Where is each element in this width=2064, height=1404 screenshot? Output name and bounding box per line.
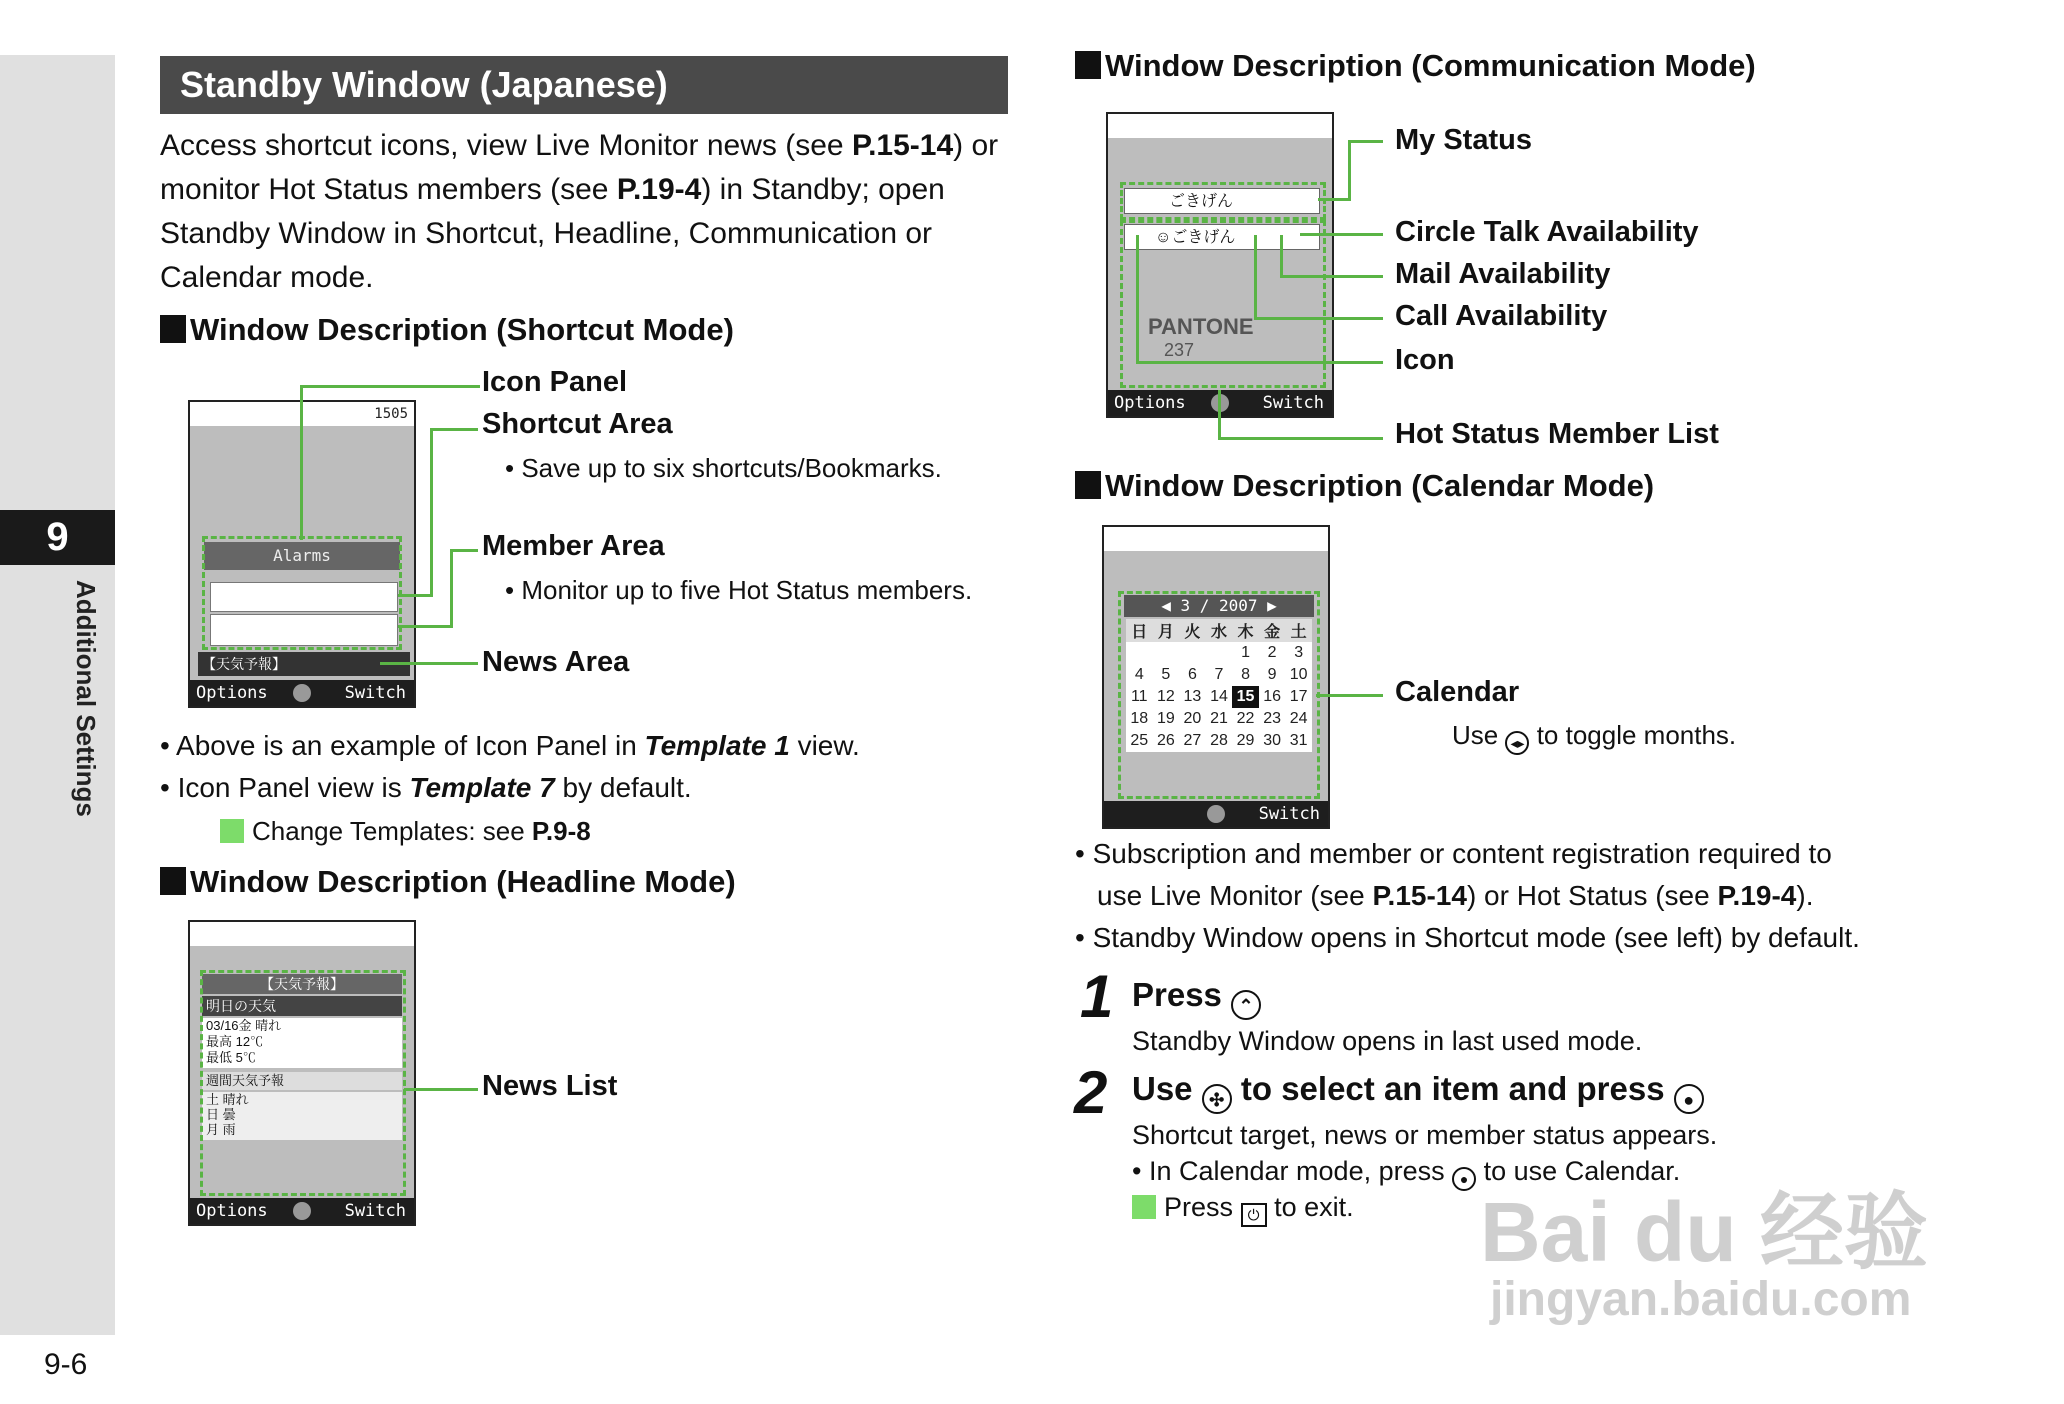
- calendar-month-bar: ◀ 3 / 2007 ▶: [1124, 595, 1314, 617]
- calendar-weekday: 日: [1126, 619, 1153, 642]
- calendar-day[interactable]: 30: [1263, 732, 1281, 749]
- status-bar: 1505: [190, 402, 414, 426]
- calendar-day[interactable]: 29: [1236, 732, 1255, 749]
- calendar-day[interactable]: 10: [1289, 666, 1308, 683]
- label-icon: Icon: [1395, 344, 1455, 376]
- calendar-day[interactable]: 19: [1156, 710, 1175, 727]
- watermark-brand: Bai du 经验: [1480, 1185, 1929, 1279]
- calendar-day[interactable]: 6: [1187, 666, 1197, 683]
- calendar-day[interactable]: 1: [1241, 644, 1250, 661]
- calendar-day[interactable]: 23: [1263, 710, 1281, 727]
- headline-tomorrow: 明日の天気: [202, 996, 402, 1016]
- label-mail-availability: Mail Availability: [1395, 258, 1611, 290]
- calendar-day[interactable]: 8: [1241, 666, 1250, 683]
- my-status-outline: [1120, 182, 1326, 220]
- calendar-note: Use ◂▸ to toggle months.: [1452, 720, 1736, 755]
- bullet-subscription-line2: use Live Monitor (see P.15-14) or Hot Status (see P.19-4).: [1097, 880, 1814, 911]
- shortcut-heading: Window Description (Shortcut Mode): [160, 312, 734, 348]
- shortcut-area-note: • Save up to six shortcuts/Bookmarks.: [505, 453, 942, 483]
- step-2-desc: Shortcut target, news or member status appears.: [1132, 1120, 1718, 1150]
- news-bar: 【天気予報】: [198, 652, 410, 676]
- calendar-weekday: 木: [1232, 619, 1259, 642]
- calendar-day[interactable]: 7: [1214, 666, 1224, 683]
- my-status-row: ごきげん: [1124, 188, 1320, 214]
- label-circle-talk: Circle Talk Availability: [1395, 216, 1699, 248]
- calendar-day[interactable]: 21: [1210, 710, 1228, 727]
- communication-heading: Window Description (Communication Mode): [1075, 48, 1756, 84]
- calendar-day[interactable]: 12: [1156, 688, 1175, 705]
- pantone-bg: PANTONE: [1148, 314, 1254, 339]
- headline-screen: 【天気予報】 明日の天気 03/16金 晴れ 最高 12℃ 最低 5℃ 週間天気予報 土 晴れ 日 曇 月 雨 Options Switch: [188, 920, 416, 1226]
- label-news-area: News Area: [482, 646, 630, 678]
- note-template1: • Above is an example of Icon Panel in Template 1 view.: [160, 730, 860, 761]
- note-template7: • Icon Panel view is Template 7 by default.: [160, 772, 692, 803]
- calendar-day[interactable]: 26: [1156, 732, 1175, 749]
- step-2-note: • In Calendar mode, press ● to use Calendar.: [1132, 1156, 1680, 1191]
- label-hot-status-list: Hot Status Member List: [1395, 418, 1719, 450]
- calendar-day[interactable]: 28: [1210, 732, 1228, 749]
- news-list-outline: [200, 970, 406, 1196]
- calendar-day[interactable]: 25: [1130, 732, 1149, 749]
- intro-ref-2: P.19-4: [616, 173, 702, 206]
- center-key-icon: ⌃: [1231, 990, 1261, 1020]
- center-press-icon: ●: [1674, 1084, 1704, 1114]
- lr-key-icon: ◂▸: [1505, 731, 1529, 755]
- calendar-day[interactable]: 16: [1263, 688, 1281, 705]
- step-2-exit: Press ⏻ to exit.: [1132, 1192, 1354, 1227]
- softkey-bar: Options Switch: [190, 680, 414, 706]
- calendar-weekday: 土: [1285, 619, 1312, 642]
- label-my-status: My Status: [1395, 124, 1532, 156]
- step-1-number: 1: [1080, 963, 1114, 1030]
- calendar-day[interactable]: 2: [1267, 644, 1277, 661]
- calendar-day[interactable]: 11: [1130, 688, 1148, 705]
- page-title: Standby Window (Japanese): [160, 56, 1008, 114]
- bullet-subscription: • Subscription and member or content registration required to: [1075, 838, 1832, 869]
- member-row: ☺ごきげん: [1124, 224, 1320, 250]
- watermark-url: jingyan.baidu.com: [1490, 1273, 1912, 1326]
- communication-screen: PANTONE 237 ごきげん ☺ごきげん Options Switch: [1106, 112, 1334, 418]
- calendar-day[interactable]: 14: [1210, 688, 1228, 705]
- label-news-list: News List: [482, 1070, 618, 1102]
- note-change-templates: Change Templates: see P.9-8: [220, 816, 591, 847]
- intro-text-2: ) or monitor Hot Status members (see: [160, 129, 999, 206]
- pantone-bg2: 237: [1164, 340, 1195, 360]
- label-icon-panel: Icon Panel: [482, 366, 628, 398]
- calendar-screen: ◀ 3 / 2007 ▶ 日 月 火 水 木 金 土 1 2 3 4 5 6 7 8 9 10 11 12 13 14 15 16 17 18 19 20 21 22 23 24 25 26 27 28 29 30 31 Switch: [1102, 525, 1330, 829]
- center-press-icon: ●: [1452, 1167, 1476, 1191]
- headline-title: 【天気予報】: [202, 974, 402, 994]
- intro-text-3: ) in Standby; open Standby Window in Shortcut, Headline, Communication or Calendar mode.: [160, 173, 945, 294]
- step-1-desc: Standby Window opens in last used mode.: [1132, 1026, 1643, 1056]
- calendar-day[interactable]: 13: [1183, 688, 1202, 705]
- calendar-weekday: 金: [1259, 619, 1286, 642]
- calendar-day[interactable]: 3: [1294, 644, 1304, 661]
- chapter-title: Additional Settings: [71, 580, 101, 817]
- headline-heading: Window Description (Headline Mode): [160, 864, 736, 900]
- calendar-day[interactable]: 5: [1161, 666, 1171, 683]
- intro-paragraph: [160, 124, 1020, 300]
- intro-ref-1: P.15-14: [851, 129, 954, 162]
- calendar-day[interactable]: 31: [1289, 732, 1308, 749]
- page-number: 9-6: [44, 1348, 88, 1381]
- calendar-day[interactable]: 15: [1232, 686, 1259, 708]
- chapter-number: 9: [0, 510, 115, 565]
- label-call-availability: Call Availability: [1395, 300, 1608, 332]
- calendar-weekday: 水: [1206, 619, 1233, 642]
- calendar-day[interactable]: 27: [1183, 732, 1202, 749]
- calendar-day[interactable]: 17: [1289, 688, 1308, 705]
- calendar-day[interactable]: 18: [1130, 710, 1149, 727]
- step-1-title: Press ⌃: [1132, 976, 1261, 1020]
- headline-weekly-list: 土 晴れ 日 曇 月 雨: [202, 1092, 402, 1140]
- icon-panel-outline: [202, 536, 402, 650]
- step-2-number: 2: [1074, 1059, 1108, 1126]
- alarms-bar: Alarms: [204, 542, 400, 570]
- step-2-title: Use ✣ to select an item and press ●: [1132, 1070, 1704, 1114]
- calendar-month: 3 / 2007: [1180, 596, 1258, 615]
- calendar-weekday: 月: [1153, 619, 1180, 642]
- member-area-note: • Monitor up to five Hot Status members.: [505, 575, 973, 605]
- calendar-day[interactable]: 22: [1236, 710, 1255, 727]
- end-key-icon: ⏻: [1241, 1203, 1267, 1227]
- calendar-day[interactable]: 24: [1289, 710, 1308, 727]
- calendar-weekday: 火: [1179, 619, 1206, 642]
- label-shortcut-area: Shortcut Area: [482, 408, 673, 440]
- label-calendar: Calendar: [1395, 676, 1520, 708]
- bullet-default-mode: • Standby Window opens in Shortcut mode (see left) by default.: [1075, 922, 1860, 953]
- calendar-outline: [1118, 591, 1320, 799]
- headline-weekly: 週間天気予報: [202, 1072, 402, 1090]
- calendar-day[interactable]: 20: [1183, 710, 1202, 727]
- headline-forecast: 03/16金 晴れ 最高 12℃ 最低 5℃: [202, 1018, 402, 1068]
- calendar-day[interactable]: 4: [1134, 666, 1144, 683]
- calendar-heading: Window Description (Calendar Mode): [1075, 468, 1654, 504]
- multi-selector-icon: ✣: [1202, 1084, 1232, 1114]
- label-member-area: Member Area: [482, 530, 665, 562]
- intro-text-1: Access shortcut icons, view Live Monitor news (see: [160, 129, 852, 162]
- calendar-day[interactable]: 9: [1267, 666, 1277, 683]
